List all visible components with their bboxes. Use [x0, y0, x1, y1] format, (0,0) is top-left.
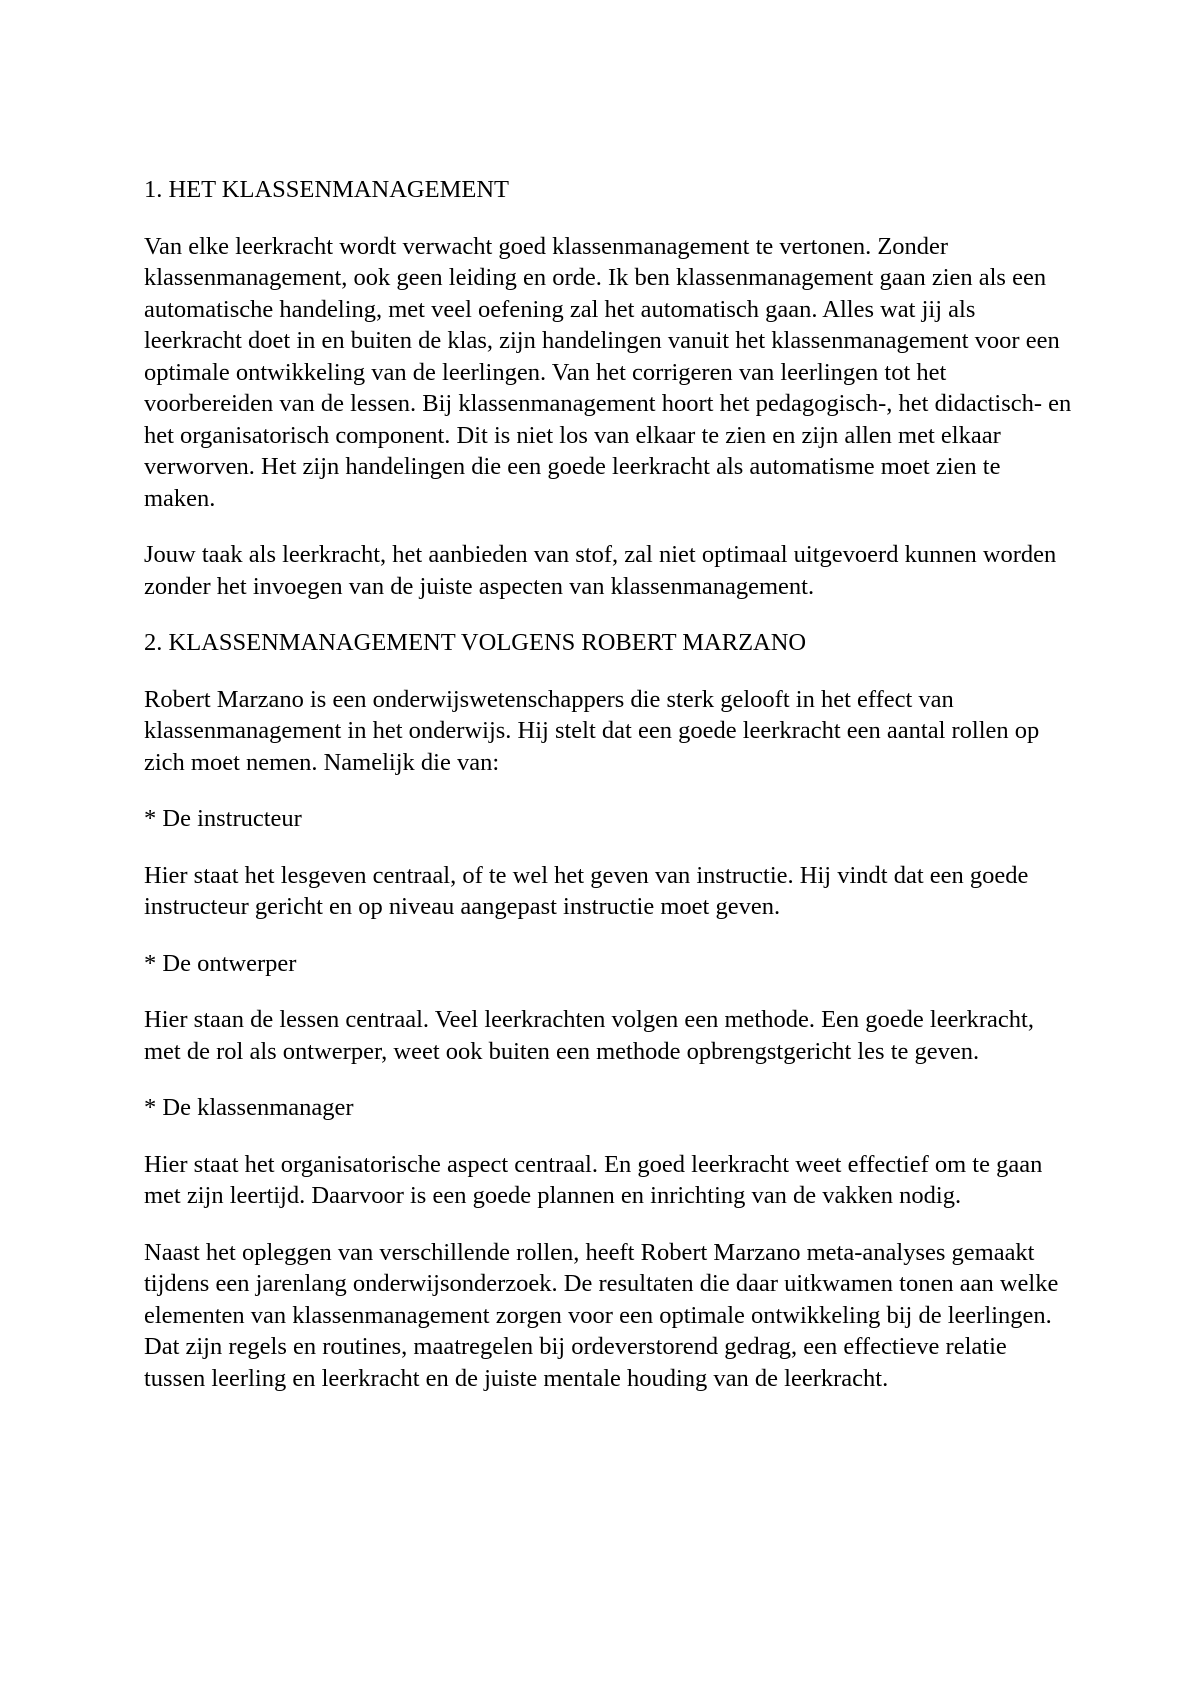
- role-title-ontwerper: * De ontwerper: [144, 949, 297, 977]
- role-title-instructeur: * De instructeur: [144, 805, 302, 832]
- document-body: [144, 174, 1074, 1419]
- paragraph-intro: Van elke leerkracht wordt verwacht goed klassenmanagement te vertonen. Zonder klassenmanagement, ook geen leiding en orde. Ik ben klassenmanagement gaan zien als een automatische handeling, met veel oefening zal het automatisch gaan. Alles wat jij als leerkracht doet in en buiten de klas, zijn handelingen vanuit het klassenmanagement voor een optimale ontwikkeling van de leerlingen. Van het corrigeren van leerlingen tot het voorbereiden van de lessen. Bij klassenmanagement hoort het pedagogisch-, het didactisch- en het organisatorisch component. Dit is niet los van elkaar te zien en zijn allen met elkaar verworven. Het zijn handelingen die een goede leerkracht als automatisme moet zien te maken.: [144, 232, 1072, 512]
- paragraph-marzano: Robert Marzano is een onderwijswetenschappers die sterk gelooft in het effect van klassenmanagement in het onderwijs. Hij stelt dat een goede leerkracht een aantal rollen op zich moet nemen. Namelijk die van:: [144, 685, 1040, 776]
- role-text-ontwerper: Hier staan de lessen centraal. Veel leerkrachten volgen een methode. Een goede leerkracht, met de rol als ontwerper, weet ook buiten een methode opbrengstgericht les te geven.: [144, 1006, 1034, 1065]
- paragraph-task: Jouw taak als leerkracht, het aanbieden van stof, zal niet optimaal uitgevoerd kunnen worden zonder het invoegen van de juiste aspecten van klassenmanagement.: [144, 541, 1057, 600]
- role-text-instructeur: Hier staat het lesgeven centraal, of te wel het geven van instructie. Hij vindt dat een goede instructeur gericht en op niveau aangepast instructie moet geven.: [144, 861, 1029, 920]
- section-heading-1: 1. HET KLASSENMANAGEMENT: [144, 176, 509, 203]
- role-title-klassenmanager: * De klassenmanager: [144, 1094, 354, 1121]
- role-text-klassenmanager: Hier staat het organisatorische aspect centraal. En goed leerkracht weet effectief om te gaan met zijn leertijd. Daarvoor is een goede plannen en inrichting van de vakken nodig.: [144, 1150, 1043, 1209]
- paragraph-meta-analyses: Naast het opleggen van verschillende rollen, heeft Robert Marzano meta-analyses gemaakt tijdens een jarenlang onderwijsonderzoek. De resultaten die daar uitkwamen tonen aan welke elementen van klassenmanagement zorgen voor een optimale ontwikkeling bij de leerlingen. Dat zijn regels en routines, maatregelen bij ordeverstorend gedrag, een effectieve relatie tussen leerling en leerkracht en de juiste mentale houding van de leerkracht.: [144, 1238, 1059, 1392]
- section-heading-2: 2. KLASSENMANAGEMENT VOLGENS ROBERT MARZANO: [144, 629, 807, 656]
